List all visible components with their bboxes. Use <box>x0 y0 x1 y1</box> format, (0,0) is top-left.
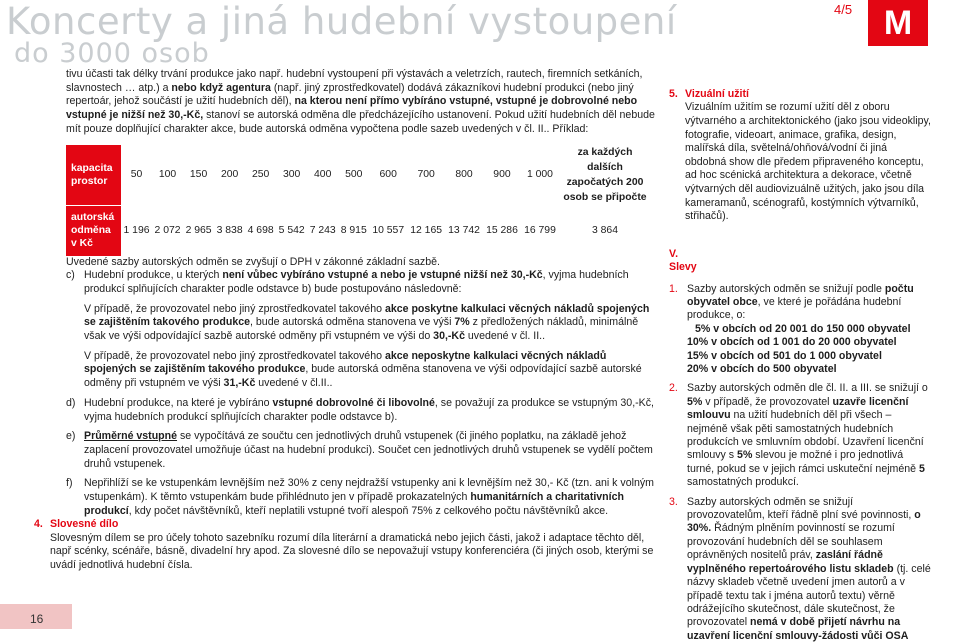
intro-line: tivu účasti tak délky trvání produkce jako např. hudební vystoupení při výstavách a veletrzích, rautech, firemních setkáních, <box>66 68 643 80</box>
clause-d: d) Hudební produkce, na které je vybíráno vstupné dobrovolné či libovolné, se považují za produkce se vstupným 30,-Kč, vyjma hudebních produkcí splňujících charakter podle odstavce b). <box>66 396 654 423</box>
fee-cell: 16 799 <box>521 205 559 256</box>
clause-label: f) <box>66 477 73 490</box>
capacity-cell: 400 <box>314 168 332 180</box>
section-v-title: Slevy <box>669 261 697 274</box>
section-v-number: V. <box>669 247 679 260</box>
item-number: 1. <box>669 282 678 295</box>
section-5-text: Vizuálním užitím se rozumí užití děl z oboru výtvarného a architektonického (jako jsou videoklipy, fotografie, videoart, animace, grafika, design, malířská díla, světelná/ohňová/vodní či jiná obdobná show dle předem připraveného konceptu, ad hoc scénická architektura a dekorace, včetně výtvarných děl audiovizuálně užitých, jako jsou díla kameramanů, scénografů, kostýmních výtvarníků, střihačů). <box>685 101 931 223</box>
capacity-cell: 900 <box>493 168 511 180</box>
clause-label: d) <box>66 396 76 409</box>
discount-tier: 15% v obcích od 501 do 1 000 obyvatel <box>687 349 882 362</box>
capacity-cell: 600 <box>379 168 397 180</box>
capacity-cell: 800 <box>455 168 473 180</box>
fee-cell: 8 915 <box>338 205 369 256</box>
page-title: Koncerty a jiná hudební vystoupení <box>6 0 677 43</box>
discount-tier: 5% v obcích od 20 001 do 150 000 obyvatel <box>695 322 911 335</box>
left-column <box>66 68 656 518</box>
item-number: 2. <box>669 382 678 395</box>
section-4-title: Slovesné dílo <box>50 518 119 530</box>
clause-text: , vyjma hudebních produkcí splňujících charakter podle odstavce b) bude postupováno následovně: <box>84 269 629 295</box>
vat-note: Uvedené sazby autorských odměn se zvyšují o DPH v zákonné základní sazbě. <box>66 255 440 268</box>
intro-bold: vstupné je nižší než 30,-Kč, <box>66 109 204 122</box>
intro-bold: na kterou není přímo vybíráno vstupné, vstupné je dobrovolné nebo <box>294 95 638 108</box>
fee-cell: 13 742 <box>445 205 483 256</box>
page-number-tab <box>0 604 72 629</box>
section-4-number: 4. <box>34 518 43 530</box>
fee-cell: 2 072 <box>152 205 183 256</box>
capacity-cell: 100 <box>158 168 177 180</box>
clause-label: c) <box>66 269 75 282</box>
capacity-row <box>66 145 651 206</box>
intro-bold: nebo když agentura <box>171 81 271 94</box>
capacity-cell: 150 <box>189 168 208 180</box>
discount-tier: 10% v obcích od 1 001 do 20 000 obyvatel <box>687 336 897 349</box>
fee-table <box>66 145 651 256</box>
clause-e: e) Průměrné vstupné se vypočítává ze součtu cen jednotlivých druhů vstupenek (či jiného poplatku, na základě jehož zaplacení provozovatel umožňuje účast na hudební produkci). Součet cen jednotlivých druhů vstupenek se vydělí počtem druhů vstupenek. <box>66 430 653 470</box>
fee-cell: 2 965 <box>183 205 214 256</box>
fee-cell: 1 196 <box>121 205 152 256</box>
fee-cell: 5 542 <box>276 205 307 256</box>
discount-3: 3. Sazby autorských odměn se snižují provozovatelům, kteří řádně plní své povinnosti, o 30%. Řádným plněním povinností se rozumí provozování hudebních děl se souhlasem oprávněných nositelů práv, zaslání řádně vyplněného repertoárového listu skladeb (tj. celé názvy skladeb včetně uvedení jmen autorů a v případě textu tak i jména autorů textu) věrně odrážejícího skutečnost, dále skutečnost, že provozovatel nemá v době přijetí návrhu na uzavření licenční smlouvy-žádosti vůči OSA <box>669 495 931 642</box>
section-page-indicator: 4/5 <box>834 2 853 17</box>
clause-f: f) Nepřihlíží se ke vstupenkám levnějším než 30% z ceny nejdražší vstupenky ani k levnějším než 30,- Kč (tzn. ani k volným vstupenkám). K těmto vstupenkám bude přihlédnuto jen v případě prokazatelných humanitárních a charitativních produkcí, kdy počet návštěvníků, kteří neplatili vstupné tvoří alespoň 75% z celkového počtu návštěvníků akce. <box>66 477 654 517</box>
discount-tier: 20% v obcích do 500 obyvatel <box>687 363 837 375</box>
clause-text: Hudební produkce, u kterých <box>84 269 223 282</box>
section-5-title: Vizuální užití <box>685 88 749 100</box>
section-5-number: 5. <box>669 88 678 100</box>
discount-1: 1. Sazby autorských odměn se snižují podle počtu obyvatel obce, ve které je pořádána hudební produkce, o: <box>669 282 914 322</box>
clause-c-paragraph-1: V případě, že provozovatel nebo jiný zprostředkovatel takového akce poskytne kalkulaci věcných nákladů spojených se zajištěním takového produkce, bude autorská odměna stanovena ve výši 7% z předložených nákladů, minimálně však ve výši odpovídající sazbě autorské odměny při vstupném ve výši do 30,-Kč uvedené v čl. II.. <box>84 302 650 343</box>
section-4 <box>34 518 654 573</box>
clause-label: e) <box>66 430 76 443</box>
intro-line: repertoár, jehož součástí je užití hudebních děl), <box>66 95 295 108</box>
clause-c <box>66 269 656 296</box>
extra-capacity-header: za každých dalších započatých 200 osob se připočte <box>563 146 647 203</box>
page-number: 16 <box>30 612 44 626</box>
capacity-cell: 700 <box>417 168 435 180</box>
fee-label: autorská odměna v Kč <box>66 205 121 256</box>
clause-bold: není vůbec vybíráno vstupné a nebo je vstupné nižší než 30,-Kč <box>222 269 543 282</box>
capacity-cell: 500 <box>345 168 363 180</box>
capacity-label: kapacita prostor <box>66 145 121 206</box>
capacity-cell: 250 <box>251 168 270 180</box>
section-letter-badge: M <box>868 0 928 46</box>
intro-line: slavnostech … atp.) a <box>66 81 172 94</box>
intro-line: (např. jiný zprostředkovatel) dodává zákazníkovi hudební produkci (nebo jiný <box>270 81 634 94</box>
extra-fee-cell: 3 864 <box>559 205 651 256</box>
right-column <box>669 88 931 643</box>
discount-2: 2. Sazby autorských odměn dle čl. II. a III. se snižují o 5% v případě, že provozovatel uzavře licenční smlouvu na užití hudebních děl při všech – nejméně však pěti samostatných hudebních produkcích ve smluvním období. Uzavření licenční smlouvy s 5% slevou je možné i pro jednotlivá turné, pokud se v jejich rámci uskuteční nejméně 5 samostatných produkcí. <box>669 382 928 489</box>
section-4-text: Slovesným dílem se pro účely tohoto sazebníku rozumí díla literární a dramatická nebo jejich části, jakož i adaptace těchto děl, např scénky, scénáře, básně, divadelní hry apod. Za slovesné dílo se nepovažují vstupy konferenciéra (či jiných osob, kterými se uvádí jednotlivá hudební čísla. <box>50 531 654 572</box>
intro-line: stanoví se autorská odměna dle předcházejícího ustanovení. Pokud užití hudebních děl nebude <box>203 109 655 122</box>
intro-line: mít pouze doplňující charakter akce, bude autorská odměna vypočtena podle sazeb uvedených v čl. II.. Příklad: <box>66 122 589 135</box>
fee-cell: 10 557 <box>369 205 407 256</box>
fee-cell: 7 243 <box>307 205 338 256</box>
fee-cell: 4 698 <box>245 205 276 256</box>
fee-cell: 12 165 <box>407 205 445 256</box>
fee-cell: 15 286 <box>483 205 521 256</box>
capacity-cell: 50 <box>130 168 143 180</box>
fee-cell: 3 838 <box>214 205 245 256</box>
page-subtitle: do 3000 osob <box>14 38 210 69</box>
capacity-cell: 200 <box>220 168 239 180</box>
capacity-cell: 1 000 <box>526 168 553 180</box>
clause-c-paragraph-2: V případě, že provozovatel nebo jiný zprostředkovatel takového akce neposkytne kalkulaci věcných nákladů spojených se zajištěním takového produkce, bude autorská odměna stanovena ve výši odpovídající sazbě autorské odměny při vstupném ve výši 31,-Kč uvedené v čl.II.. <box>84 349 642 390</box>
capacity-cell: 300 <box>283 168 301 180</box>
fee-row <box>66 205 651 256</box>
intro-paragraph <box>66 68 656 137</box>
item-number: 3. <box>669 495 678 508</box>
